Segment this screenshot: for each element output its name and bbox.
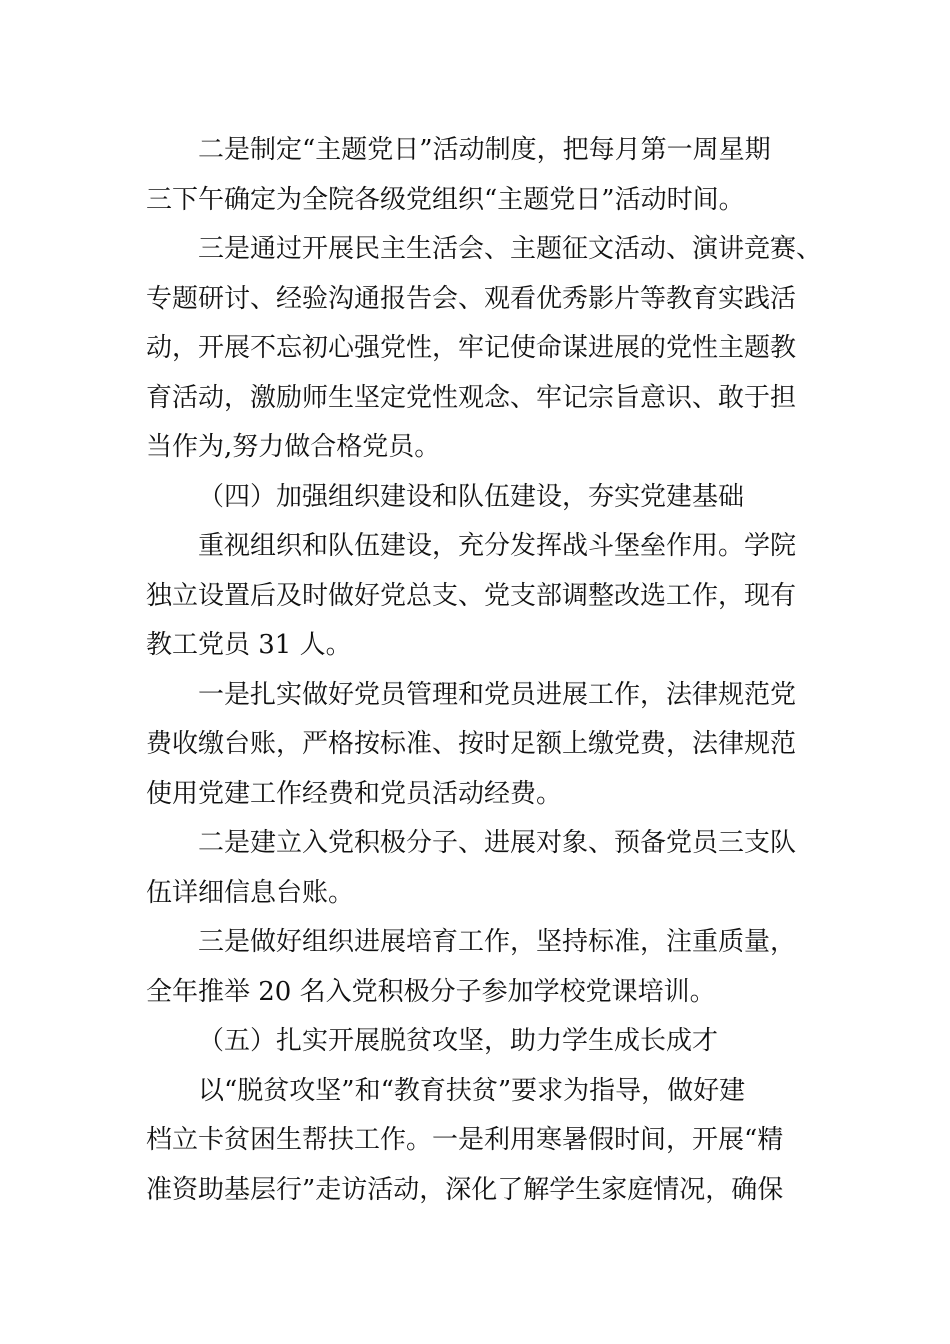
document-line: 使用党建工作经费和党员活动经费。: [146, 778, 563, 809]
document-body: [146, 126, 836, 1215]
document-line: 当作为,努力做合格党员。: [146, 432, 441, 462]
document-line: 动，开展不忘初心强党性，牢记使命谋进展的党性主题教: [146, 333, 797, 363]
document-line: 以“脱贫攻坚”和“教育扶贫”要求为指导，做好建: [198, 1075, 746, 1106]
document-line: 独立设置后及时做好党总支、党支部调整改选工作，现有: [146, 580, 797, 611]
document-line: 二是建立入党积极分子、进展对象、预备党员三支队: [198, 828, 797, 858]
document-line: 一是扎实做好党员管理和党员进展工作，法律规范党: [198, 679, 797, 710]
document-line: 重视组织和队伍建设，充分发挥战斗堡垒作用。学院: [198, 531, 797, 561]
document-line: （四）加强组织建设和队伍建设，夯实党建基础: [198, 481, 745, 512]
document-line: 全年推举 20 名入党积极分子参加学校党课培训。: [146, 976, 716, 1007]
document-line: 二是制定“主题党日”活动制度，把每月第一周星期: [198, 135, 771, 165]
document-line: 三是做好组织进展培育工作，坚持标准，注重质量，: [198, 927, 797, 957]
document-line: 育活动，激励师生坚定党性观念、牢记宗旨意识、敢于担: [146, 382, 797, 413]
document-line: 专题研讨、经验沟通报告会、观看优秀影片等教育实践活: [146, 283, 797, 314]
document-line: 费收缴台账，严格按标准、按时足额上缴党费，法律规范: [146, 729, 797, 759]
document-line: 三下午确定为全院各级党组织“主题党日”活动时间。: [146, 184, 745, 215]
document-line: 三是通过开展民主生活会、主题征文活动、演讲竞赛、: [198, 234, 823, 264]
document-line: （五）扎实开展脱贫攻坚，助力学生成长成才: [198, 1026, 719, 1056]
document-line: 教工党员 31 人。: [146, 630, 352, 660]
document-line: 档立卡贫困生帮扶工作。一是利用寒暑假时间，开展“精: [146, 1125, 784, 1155]
document-line: 伍详细信息台账。: [146, 877, 355, 908]
document-line: 准资助基层行”走访活动，深化了解学生家庭情况，确保: [146, 1174, 784, 1205]
